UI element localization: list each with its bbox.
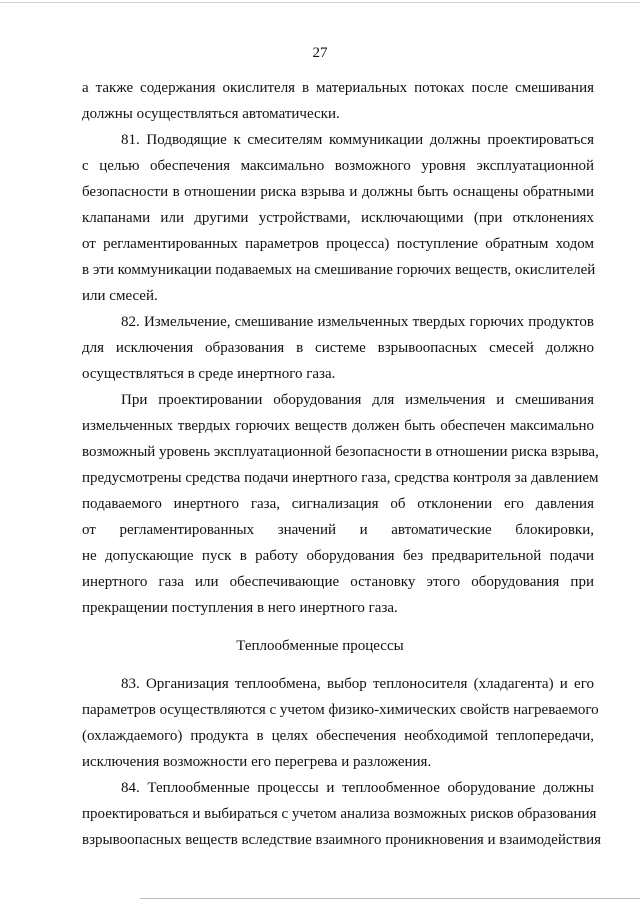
text-line: измельченных твердых горючих веществ должен быть обеспечен максимально xyxy=(82,418,594,434)
text-line: не допускающие пуск в работу оборудования без предварительной подачи xyxy=(82,548,594,564)
text-line: безопасности в отношении риска взрыва и должны быть оснащены обратными xyxy=(82,184,594,200)
text-line: или смесей. xyxy=(82,288,158,304)
text-line: для исключения образования в системе взрывоопасных смесей должно xyxy=(82,340,594,356)
text-line: инертного газа или обеспечивающие остановку этого оборудования при xyxy=(82,574,594,590)
paragraph-83-first-line: 83. Организация теплообмена, выбор теплоносителя (хладагента) и его xyxy=(121,676,594,692)
text-line: осуществляться в среде инертного газа. xyxy=(82,366,336,382)
text-line: возможный уровень эксплуатационной безопасности в отношении риска взрыва, xyxy=(82,444,599,460)
text-line: в эти коммуникации подаваемых на смешивание горючих веществ, окислителей xyxy=(82,262,596,278)
scan-edge-top xyxy=(0,2,640,3)
text-line: предусмотрены средства подачи инертного газа, средства контроля за давлением xyxy=(82,470,599,486)
text-line: от регламентированных значений и автоматические блокировки, xyxy=(82,522,594,538)
text-line: а также содержания окислителя в материальных потоках после смешивания xyxy=(82,80,594,96)
text-line: исключения возможности его перегрева и разложения. xyxy=(82,754,432,770)
paragraph-84-first-line: 84. Теплообменные процессы и теплообменное оборудование должны xyxy=(121,780,594,796)
text-line: параметров осуществляются с учетом физико-химических свойств нагреваемого xyxy=(82,702,599,718)
text-line: прекращении поступления в него инертного газа. xyxy=(82,600,398,616)
text-line: подаваемого инертного газа, сигнализация об отклонении его давления xyxy=(82,496,594,512)
text-line: (охлаждаемого) продукта в целях обеспечения необходимой теплопередачи, xyxy=(82,728,594,744)
text-line: с целью обеспечения максимально возможного уровня эксплуатационной xyxy=(82,158,594,174)
scan-edge-bottom xyxy=(140,898,640,899)
paragraph-81-first-line: 81. Подводящие к смесителям коммуникации должны проектироваться xyxy=(121,132,594,148)
page-number: 27 xyxy=(312,45,328,61)
text-line: взрывоопасных веществ вследствие взаимного проникновения и взаимодействия xyxy=(82,832,602,848)
text-line: от регламентированных параметров процесса) поступление обратным ходом xyxy=(82,236,594,252)
paragraph-82-first-line: 82. Измельчение, смешивание измельченных твердых горючих продуктов xyxy=(121,314,594,330)
paragraph-first-line: При проектировании оборудования для измельчения и смешивания xyxy=(121,392,594,408)
text-line: проектироваться и выбираться с учетом анализа возможных рисков образования xyxy=(82,806,597,822)
text-line: клапанами или другими устройствами, исключающими (при отклонениях xyxy=(82,210,594,226)
section-title: Теплообменные процессы xyxy=(236,638,404,654)
text-line: должны осуществляться автоматически. xyxy=(82,106,340,122)
